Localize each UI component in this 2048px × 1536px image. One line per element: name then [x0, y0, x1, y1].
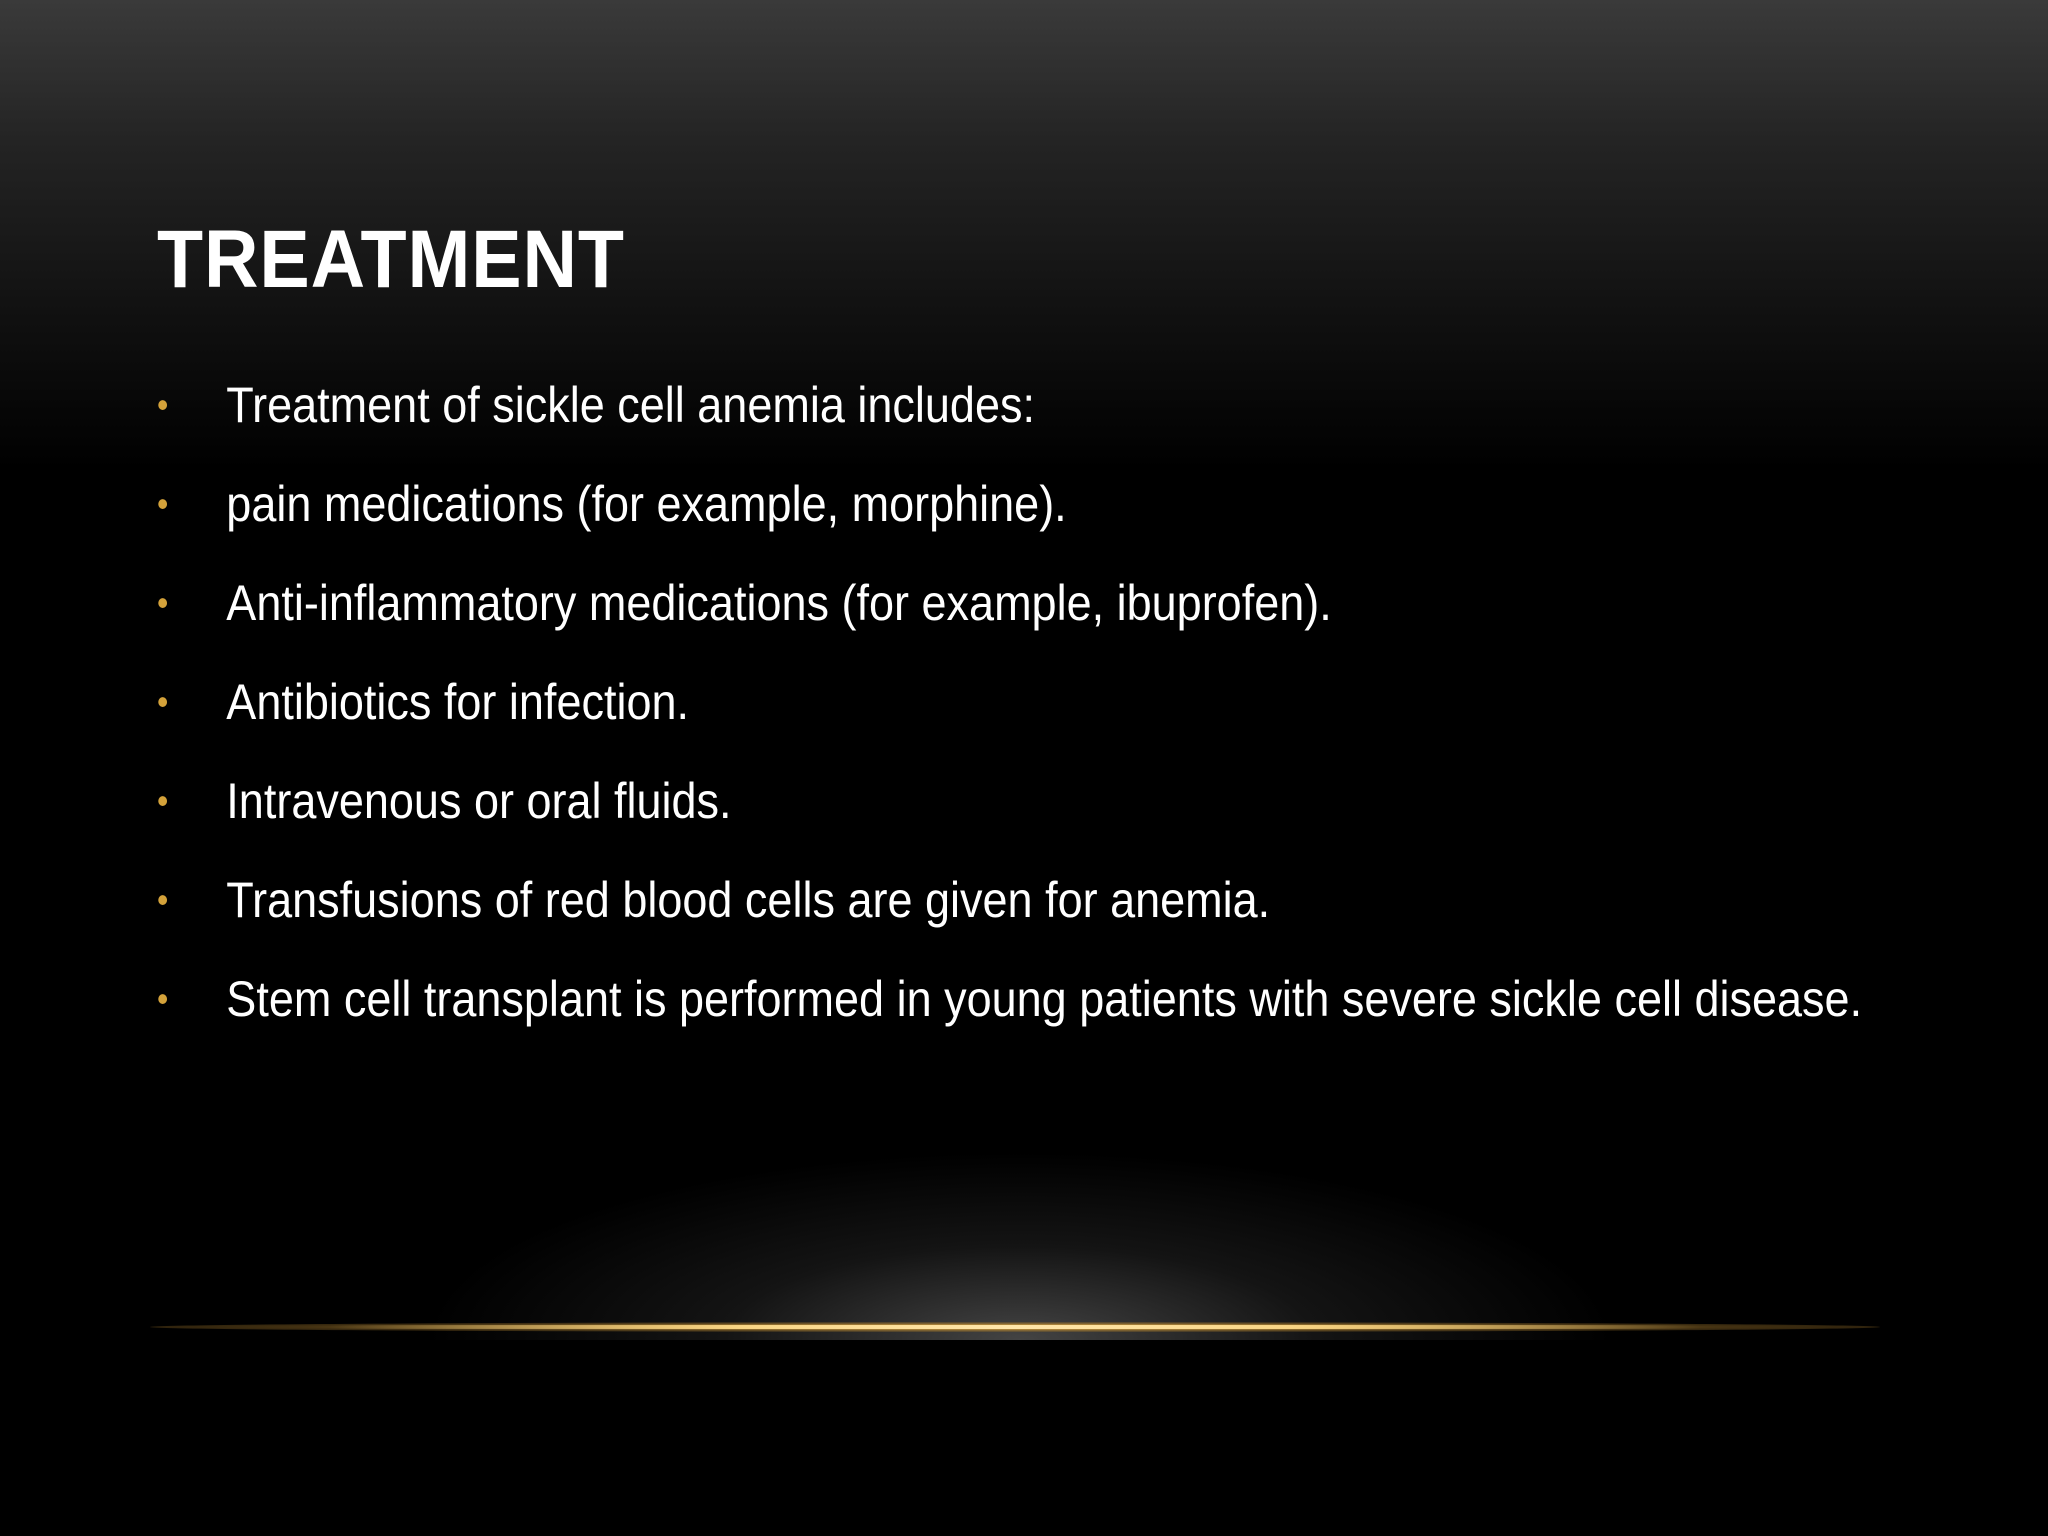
bullet-item: [157, 570, 1945, 636]
bullet-text: Anti-inflammatory medications (for example, ibuprofen).: [226, 575, 1332, 631]
bullet-text: Treatment of sickle cell anemia includes:: [226, 377, 1035, 433]
bullet-icon: •: [157, 780, 169, 821]
bullet-item: [157, 768, 1945, 834]
bullet-item: [157, 669, 1945, 735]
bullet-text: Stem cell transplant is performed in young patients with severe sickle cell disease.: [226, 971, 1863, 1027]
decorative-glow: [420, 1150, 1620, 1340]
gold-divider-line-core: [330, 1325, 1700, 1329]
bullet-icon: •: [157, 879, 169, 920]
bullet-icon: •: [157, 582, 169, 623]
bullet-item: [157, 372, 1945, 438]
bullet-icon: •: [157, 483, 169, 524]
bullet-text: Antibiotics for infection.: [226, 674, 690, 730]
bullet-icon: •: [157, 384, 169, 425]
bullet-item: [157, 966, 1945, 1032]
slide-title: TREATMENT: [157, 214, 625, 305]
bullet-icon: •: [157, 681, 169, 722]
bullet-icon: •: [157, 978, 169, 1019]
bullet-item: [157, 867, 1945, 933]
bullet-text: pain medications (for example, morphine).: [226, 476, 1067, 532]
bullet-list: [157, 372, 1877, 1065]
bullet-text: Intravenous or oral fluids.: [226, 773, 732, 829]
bullet-item: [157, 471, 1945, 537]
bullet-text: Transfusions of red blood cells are given for anemia.: [226, 872, 1271, 928]
